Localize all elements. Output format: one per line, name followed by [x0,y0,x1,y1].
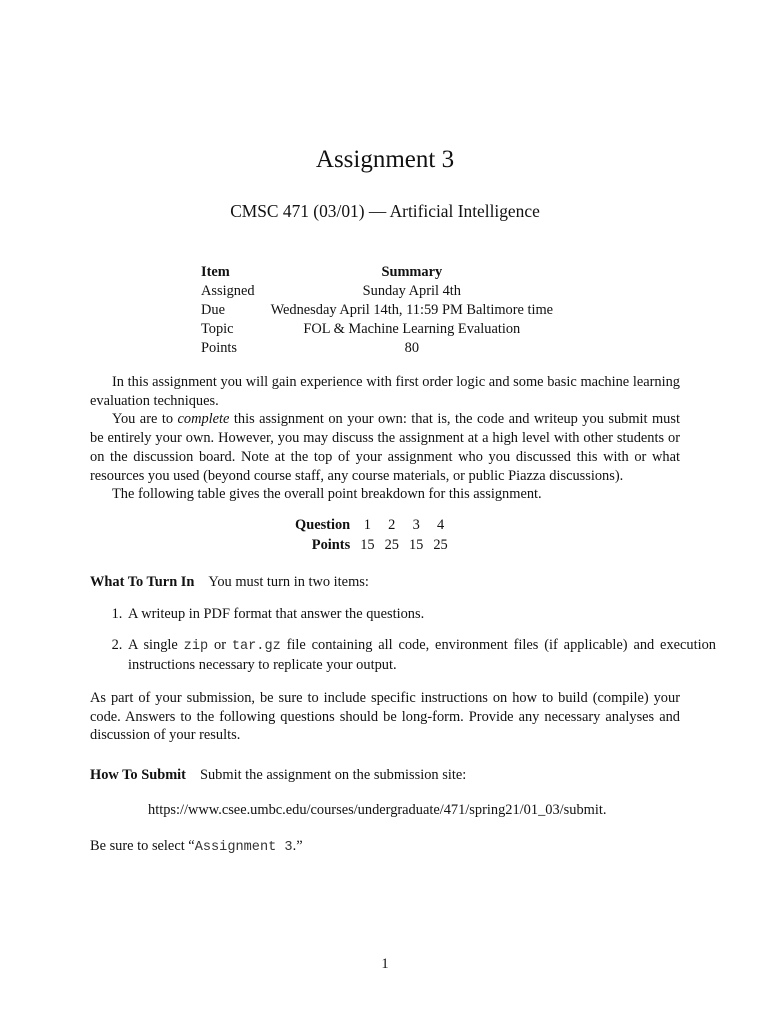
turn-in-item-2-text: or [208,636,232,653]
question-number: 1 [363,517,371,533]
turn-in-heading: What To Turn In [90,574,195,590]
points-row-label-points: Points [311,537,351,553]
summary-header-summary: Summary [381,264,443,280]
points-question-row [290,515,453,535]
intro-p2-end: this assignment on your own: that is, the code and writeup you submit must be entirely your own. However, you may discuss the assignment at a high level with other students or on the discussion board. Note at the top of your assignment who you discussed this with or what resources you used (beyond course staff, any course materials, or public Piazza discussions). [90,411,680,484]
intro-paragraph-3: The following table gives the overall point breakdown for this assignment. [112,486,542,503]
how-to-submit-heading: How To Submit [90,767,186,783]
intro-paragraph-2 [90,410,680,485]
table-row [193,339,561,358]
select-instruction-start: Be sure to select “ [90,838,195,854]
points-row-label-question: Question [295,517,351,533]
turn-in-item-2-text: file containing all code, environment files (if applicable) and execution instructions necessary to replicate your output. [128,636,717,674]
list-item [126,636,716,675]
turn-in-lead: You must turn in two items: [208,574,369,590]
intro-section [90,373,680,504]
points-table [290,515,453,555]
intro-paragraph-1: In this assignment you will gain experience with first order logic and some basic machine learning evaluation techniques. [90,374,680,409]
how-to-submit-lead: Submit the assignment on the submission site: [199,767,467,783]
document-title: Assignment 3 [315,146,455,173]
summary-item-value: 80 [404,340,420,356]
question-number: 2 [388,517,396,533]
how-to-submit-heading-line [90,767,466,784]
question-points: 25 [384,537,399,553]
intro-p2-emphasis: complete [177,411,230,428]
list-item [126,605,716,624]
select-instruction [90,838,303,855]
table-row [193,320,561,339]
summary-header-item: Item [201,264,230,280]
question-points: 15 [360,537,375,553]
summary-item-value: FOL & Machine Learning Evaluation [303,321,521,337]
question-points: 15 [408,537,424,553]
summary-table [193,263,561,358]
turn-in-list [90,605,716,687]
course-subtitle: CMSC 471 (03/01) — Artificial Intelligence [230,201,540,221]
intro-p2-start: You are to [112,411,178,428]
summary-item-label: Points [201,340,237,356]
summary-item-value: Sunday April 4th [362,283,461,299]
turn-in-heading-line [90,574,369,591]
assignment-code-text: Assignment 3 [194,840,293,855]
targz-code-text: tar.gz [231,638,281,654]
table-row [193,301,561,320]
question-number: 3 [412,517,420,533]
submission-note: As part of your submission, be sure to include specific instructions on how to build (compile) your code. Answers to the following questions should be long-form. Provide any necessary analyses and discussion of your results. [90,690,680,744]
points-value-row [290,535,453,555]
zip-code-text: zip [183,638,209,654]
question-points: 25 [433,537,448,553]
table-row [193,282,561,301]
turn-in-item-2-text: A single [128,636,184,653]
summary-item-label: Assigned [201,283,255,299]
select-instruction-end: .” [292,838,303,854]
page-number: 1 [381,956,389,972]
summary-item-label: Due [201,302,225,318]
summary-item-value: Wednesday April 14th, 11:59 PM Baltimore time [270,302,554,318]
question-number: 4 [436,517,445,533]
summary-header-row [193,263,561,282]
summary-item-label: Topic [201,321,234,337]
turn-in-item-1: A writeup in PDF format that answer the questions. [128,606,425,622]
submission-url[interactable]: https://www.csee.umbc.edu/courses/undergraduate/471/spring21/01_03/submit. [148,802,607,818]
